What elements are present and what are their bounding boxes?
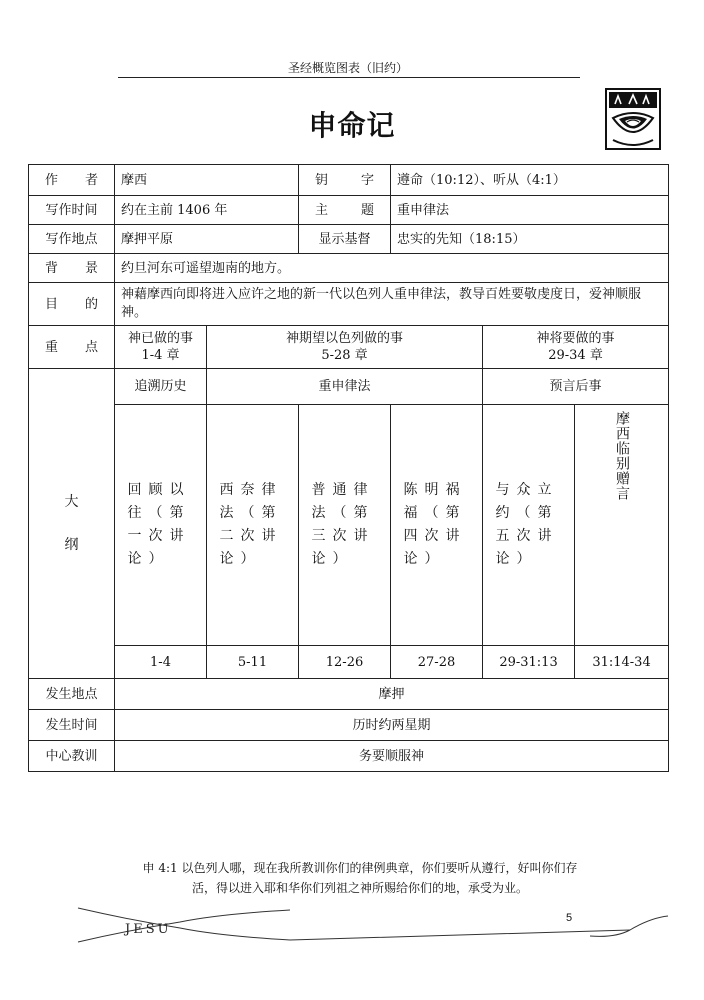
division-3: 预言后事 xyxy=(483,369,669,405)
date-label: 写作时间 xyxy=(29,196,115,225)
range-2: 5-11 xyxy=(207,646,299,679)
section-6-text: 摩西临别赠言 xyxy=(614,411,631,501)
range-5: 29-31:13 xyxy=(483,646,575,679)
focus-item-2-range: 5-28 章 xyxy=(321,348,368,363)
focus-item-2 xyxy=(207,326,483,369)
time-label: 发生时间 xyxy=(29,710,115,741)
header-rule xyxy=(118,77,580,78)
background-row xyxy=(29,254,669,283)
focus-row xyxy=(29,326,669,369)
focus-item-1 xyxy=(115,326,207,369)
key-word-value: 遵命（10:12）、听从（4:1） xyxy=(391,165,669,196)
fish-text: JESU xyxy=(125,922,172,937)
section-1-text: 回顾以往（第一次讲论） xyxy=(127,482,191,567)
jesus-fish-icon xyxy=(70,900,670,950)
background-value: 约旦河东可遥望迦南的地方。 xyxy=(115,254,669,283)
purpose-row xyxy=(29,283,669,326)
overview-table xyxy=(28,164,669,772)
date-row xyxy=(29,196,669,225)
section-4-text: 陈明祸福（第四次讲论） xyxy=(403,482,467,567)
section-1 xyxy=(115,405,207,646)
memory-verse xyxy=(100,858,620,898)
section-5 xyxy=(483,405,575,646)
theme-label-cell: 主 题 xyxy=(299,196,391,225)
focus-item-2-title: 神期望以色列做的事 xyxy=(286,331,404,346)
lesson-value: 务要顺服神 xyxy=(115,741,669,772)
section-6 xyxy=(575,405,669,646)
section-5-text: 与众立约（第五次讲论） xyxy=(495,482,559,567)
verse-line-1: 申 4:1 以色列人哪，现在我所教训你们的律例典章，你们要听从遵行，好叫你们存 xyxy=(142,861,578,875)
christ-value: 忠实的先知（18:15） xyxy=(391,225,669,254)
date-value: 约在主前 1406 年 xyxy=(115,196,299,225)
range-1: 1-4 xyxy=(115,646,207,679)
outline-divisions-row xyxy=(29,369,669,405)
focus-item-1-range: 1-4 章 xyxy=(141,348,180,363)
series-title: 圣经概览图表（旧约） xyxy=(287,61,408,75)
verse-line-2: 活，得以进入耶和华你们列祖之神所赐给你们的地，承受为业。 xyxy=(191,881,528,895)
location-row xyxy=(29,679,669,710)
outline-ranges-row xyxy=(29,646,669,679)
location-value: 摩押 xyxy=(115,679,669,710)
focus-item-3-title: 神将要做的事 xyxy=(536,331,615,346)
section-3 xyxy=(299,405,391,646)
focus-item-3 xyxy=(483,326,669,369)
book-title: 申命记 xyxy=(308,109,396,142)
range-6: 31:14-34 xyxy=(575,646,669,679)
time-row xyxy=(29,710,669,741)
theme-value: 重申律法 xyxy=(391,196,669,225)
outline-label-top: 大 xyxy=(64,493,79,510)
range-4: 27-28 xyxy=(391,646,483,679)
division-1: 追溯历史 xyxy=(115,369,207,405)
focus-label-cell: 重 点 xyxy=(29,326,115,369)
page-number: 5 xyxy=(566,912,573,924)
background-label-cell: 背 景 xyxy=(29,254,115,283)
division-2: 重申律法 xyxy=(207,369,483,405)
time-value: 历时约两星期 xyxy=(115,710,669,741)
place-label: 写作地点 xyxy=(29,225,115,254)
purpose-label-cell: 目 的 xyxy=(29,283,115,326)
lesson-row xyxy=(29,741,669,772)
author-label-cell: 作 者 xyxy=(29,165,115,196)
section-2-text: 西奈律法（第二次讲论） xyxy=(219,482,283,567)
outline-sections-row xyxy=(29,405,669,646)
christ-label: 显示基督 xyxy=(299,225,391,254)
section-3-text: 普通律法（第三次讲论） xyxy=(311,482,375,567)
lesson-label: 中心教训 xyxy=(29,741,115,772)
author-label: 作 xyxy=(45,172,59,188)
outline-label-cell xyxy=(29,369,115,679)
outline-label-bottom: 纲 xyxy=(64,536,79,553)
location-label: 发生地点 xyxy=(29,679,115,710)
place-value: 摩押平原 xyxy=(115,225,299,254)
range-3: 12-26 xyxy=(299,646,391,679)
focus-item-1-title: 神已做的事 xyxy=(127,331,193,346)
section-4 xyxy=(391,405,483,646)
book-logo-icon xyxy=(605,88,661,150)
author-row xyxy=(29,165,669,196)
focus-item-3-range: 29-34 章 xyxy=(548,348,603,363)
author-value: 摩西 xyxy=(115,165,299,196)
purpose-value: 神藉摩西向即将进入应许之地的新一代以色列人重申律法，教导百姓要敬虔度日，爱神顺服神。 xyxy=(115,283,669,326)
section-2 xyxy=(207,405,299,646)
place-row xyxy=(29,225,669,254)
key-word-label-cell: 钥 字 xyxy=(299,165,391,196)
